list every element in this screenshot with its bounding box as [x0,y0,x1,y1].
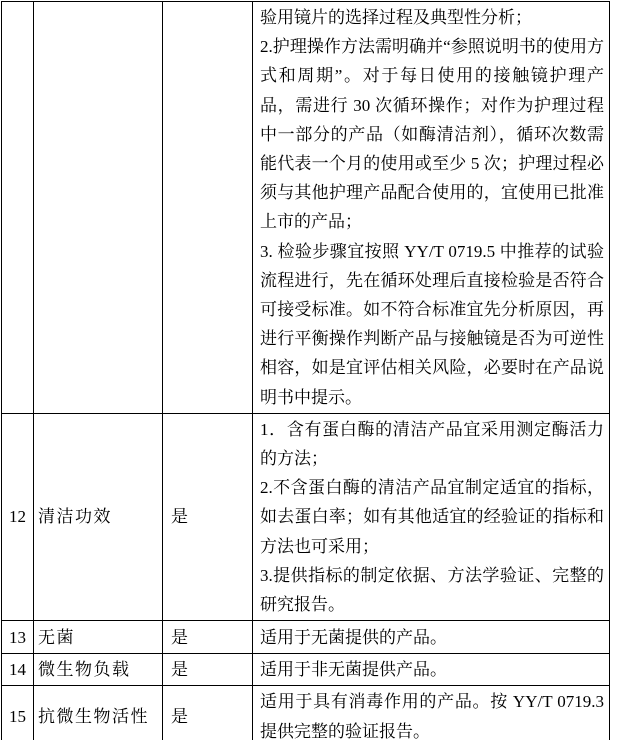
item-name-cell: 清洁功效 [34,413,163,620]
description-paragraph: 2.不含蛋白酶的清洁产品宜制定适宜的指标，如去蛋白率；如有其他适宜的经验证的指标和方法也可采用； [260,478,604,556]
row-number-cell: 15 [2,686,34,740]
description-paragraph: 2.护理操作方法需明确并“参照说明书的使用方式和周期”。对于每日使用的接触镜护理产品，需进行 30 次循环操作；对作为护理过程中一部分的产品（如酶清洁剂），循环次数需能代表一个月的使用或至少 5 次；护理过程必须与其他护理产品配合使用的，宜使用已批准上市的产品； [260,37,604,232]
required-flag-cell: 是 [163,654,253,686]
row-number-cell: 14 [2,654,34,686]
required-flag-cell: 是 [163,686,253,740]
required-flag-cell [163,2,253,414]
item-name-cell [34,2,163,414]
description-paragraph: 验用镜片的选择过程及典型性分析； [260,8,532,27]
table-row [2,686,610,740]
description-cell [253,686,610,740]
item-name-cell: 抗微生物活性 [34,686,163,740]
description-paragraph: 3. 检验步骤宜按照 YY/T 0719.5 中推荐的试验流程进行，先在循环处理后直接检验是否符合可接受标准。如不符合标准宜先分析原因，再进行平衡操作判断产品与接触镜是否为可逆性相容，如是宜评估相关风险，必要时在产品说明书中提示。 [260,241,604,407]
row-number-cell: 12 [2,413,34,620]
description-cell [253,621,610,654]
required-flag-cell: 是 [163,413,253,620]
description-cell [253,413,610,620]
required-flag-cell: 是 [163,621,253,654]
description-paragraph: 适用于无菌提供的产品。 [260,627,447,647]
description-paragraph: 适用于非无菌提供产品。 [260,660,447,680]
description-paragraph: 1．含有蛋白酶的清洁产品宜采用测定酶活力的方法； [260,419,604,469]
table-row [2,2,610,414]
table-row [2,621,610,654]
row-number-cell: 13 [2,621,34,654]
description-cell [253,2,610,414]
requirements-table [1,1,610,740]
table-row [2,654,610,686]
item-name-cell: 微生物负载 [34,654,163,686]
row-number-cell [2,2,34,414]
description-cell [253,654,610,686]
description-paragraph: 适用于具有消毒作用的产品。按 YY/T 0719.3 提供完整的验证报告。 [260,692,604,740]
table-row [2,413,610,620]
description-paragraph: 3.提供指标的制定依据、方法学验证、完整的研究报告。 [260,565,604,615]
item-name-cell: 无菌 [34,621,163,654]
